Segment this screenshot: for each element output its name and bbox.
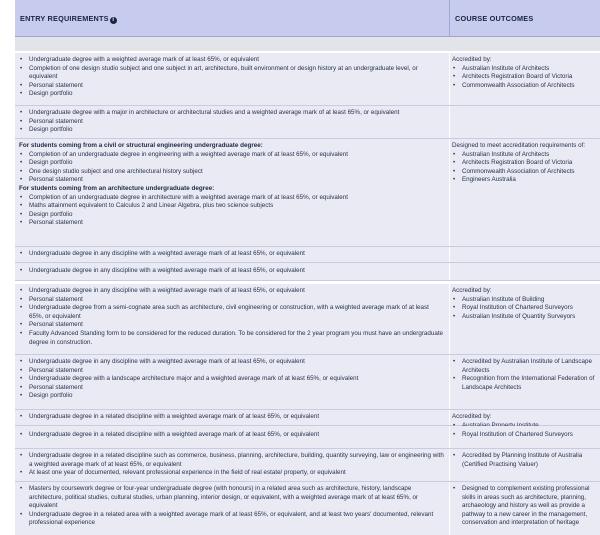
outcome-title: Accredited by: <box>452 413 492 420</box>
list-item: • Design portfolio <box>19 90 444 99</box>
course-outcomes-heading: COURSE OUTCOMES <box>455 14 534 23</box>
table-row <box>15 263 600 281</box>
list-item: • Design portfolio <box>19 211 444 220</box>
outcome-cell <box>452 56 600 90</box>
list-item: • Undergraduate degree in any discipline with a weighted average mark of at least 65%, or equivalent <box>19 250 444 259</box>
list-item: • Masters by coursework degree or four-year undergraduate degree (with honours) in a related area such as architecture, history, landscape architecture, political studies, cultural studies, urban planning, interior design, or equivalent, with a weighted average mark of at least 65%, or equivalent <box>19 485 444 511</box>
subheading: For students coming from an architecture undergraduate degree: <box>19 184 215 192</box>
list-item: • Faculty Advanced Standing form to be considered for the reduced duration. To be considered for the 2 year program you must have an undergraduate degree in construction. <box>19 330 444 347</box>
list-item: • Accredited by Planning Institute of Australia (Certified Practising Valuer) <box>452 452 600 469</box>
list-item: • Undergraduate degree with a major in architecture or architectural studies and a weighted average mark of at least 65%, or equivalent <box>19 109 444 118</box>
list-item: • Personal statement <box>19 367 444 376</box>
header-spacer <box>15 37 600 51</box>
list-item: • Undergraduate degree in any discipline with a weighted average mark of at least 65%, or equivalent <box>19 267 444 276</box>
entry-cell <box>19 452 444 478</box>
table-row <box>15 449 600 482</box>
table-row <box>15 410 600 426</box>
entry-cell <box>19 267 444 276</box>
list-item: • Personal statement <box>19 82 444 91</box>
table-row <box>15 284 600 355</box>
list-item: • Undergraduate degree with a weighted average mark of at least 65%, or equivalent <box>19 56 444 65</box>
outcome-cell <box>452 142 600 185</box>
list-item: • Engineers Australia <box>452 176 600 185</box>
entry-requirements-heading <box>20 14 117 24</box>
table-header <box>15 0 600 37</box>
entry-cell <box>19 142 444 228</box>
list-item: • Design portfolio <box>19 126 444 135</box>
list-item: • Commonwealth Association of Architects <box>452 168 600 177</box>
list-item: • Australian Institute of Architects <box>452 151 600 160</box>
entry-cell <box>19 358 444 401</box>
table-row <box>15 106 600 139</box>
entry-cell <box>19 56 444 99</box>
list-item: • Australian Institute of Architects <box>452 65 600 74</box>
list-item: • Royal Institution of Chartered Surveyors <box>452 431 600 440</box>
outcome-title: Accredited by: <box>452 56 492 63</box>
list-item: • Australian Institute of Quantity Surveyors <box>452 313 600 322</box>
list-item: • Undergraduate degree in a related discipline with a weighted average mark of at least 65%, or equivalent <box>19 413 444 422</box>
list-item: • Undergraduate degree in a related discipline with a weighted average mark of at least 65%, or equivalent <box>19 431 444 440</box>
list-item: • Architects Registration Board of Victoria <box>452 159 600 168</box>
subheading: For students coming from a civil or structural engineering undergraduate degree: <box>19 142 263 149</box>
table-row <box>15 53 600 106</box>
entry-cell <box>19 109 444 135</box>
list-item: • Design portfolio <box>19 392 444 401</box>
table-row <box>15 482 600 535</box>
entry-cell <box>19 413 444 422</box>
list-item: • Maths attainment equivalent to Calculus 2 and Linear Algebra, plus two science subjects <box>19 202 444 211</box>
outcome-cell <box>452 485 600 528</box>
list-item: • Personal statement <box>19 219 444 228</box>
list-item: • Undergraduate degree in a related discipline such as commerce, business, planning, architecture, building, quantity surveying, law or engineering with a weighted average mark of at least 65%, or equivalent <box>19 452 444 469</box>
list-item: • Accredited by Australian Institute of Landscape Architects <box>452 358 600 375</box>
list-item: • Undergraduate degree in any discipline with a weighted average mark of at least 65%, or equivalent <box>19 287 444 296</box>
list-item: • Personal statement <box>19 118 444 127</box>
outcome-cell <box>452 358 600 392</box>
list-item: • Personal statement <box>19 296 444 305</box>
list-item: • Design portfolio <box>19 159 444 168</box>
list-item: • Royal Institution of Chartered Surveyors <box>452 304 600 313</box>
table-row <box>15 247 600 263</box>
list-item: • Completion of one design studio subject and one subject in art, architecture, built environment or design history at an undergraduate level, or equivalent <box>19 65 444 82</box>
entry-cell <box>19 250 444 259</box>
list-item: • Undergraduate degree from a semi-cognate area such as architecture, civil engineering or construction, with a weighted average mark of at least 65%, or equivalent <box>19 304 444 321</box>
info-icon[interactable]: i <box>110 17 117 24</box>
entry-cell <box>19 431 444 440</box>
list-item: • At least one year of documented, relevant professional experience in the field of real estate/ property, or equivalent <box>19 469 444 478</box>
header-divider <box>449 0 450 36</box>
outcome-cell <box>452 452 600 469</box>
entry-requirements-label: ENTRY REQUIREMENTS <box>20 14 109 23</box>
list-item: • Undergraduate degree in any discipline with a weighted average mark of at least 65%, or equivalent <box>19 358 444 367</box>
list-item: • One design studio subject and one architectural history subject <box>19 168 444 177</box>
list-item: • Architects Registration Board of Victoria <box>452 73 600 82</box>
outcome-cell <box>452 287 600 321</box>
list-item: • Completion of an undergraduate degree in architecture with a weighted average mark of at least 65%, or equivalent <box>19 194 444 203</box>
list-item: • Commonwealth Association of Architects <box>452 82 600 91</box>
list-item: • Undergraduate degree with a landscape architecture major and a weighted average mark of at least 65%, or equivalent <box>19 375 444 384</box>
outcome-cell <box>452 431 600 440</box>
list-item: • Completion of an undergraduate degree in engineering with a weighted average mark of at least 65%, or equivalent <box>19 151 444 160</box>
list-item: • Personal statement <box>19 321 444 330</box>
table-row <box>15 355 600 410</box>
list-item: • Australian Institute of Building <box>452 296 600 305</box>
list-item: • Undergraduate degree in a related area with a weighted average mark of at least 65%, or equivalent, and at least two years' documented, relevant professional experience <box>19 511 444 528</box>
outcome-title: Designed to meet accreditation requirements of: <box>452 142 586 149</box>
table-row <box>15 139 600 247</box>
list-item: • Recognition from the International Federation of Landscape Architects <box>452 375 600 392</box>
list-item: • Personal statement <box>19 176 444 185</box>
outcome-title: Accredited by: <box>452 287 492 294</box>
entry-cell <box>19 485 444 528</box>
list-item: • Designed to complement existing professional skills in areas such as architecture, planning, archaeology and history as well as provide a pathway to a new career in the management, conservation and interpretation of heritage <box>452 485 600 528</box>
list-item: • Personal statement <box>19 384 444 393</box>
table-row <box>15 426 600 449</box>
entry-cell <box>19 287 444 347</box>
